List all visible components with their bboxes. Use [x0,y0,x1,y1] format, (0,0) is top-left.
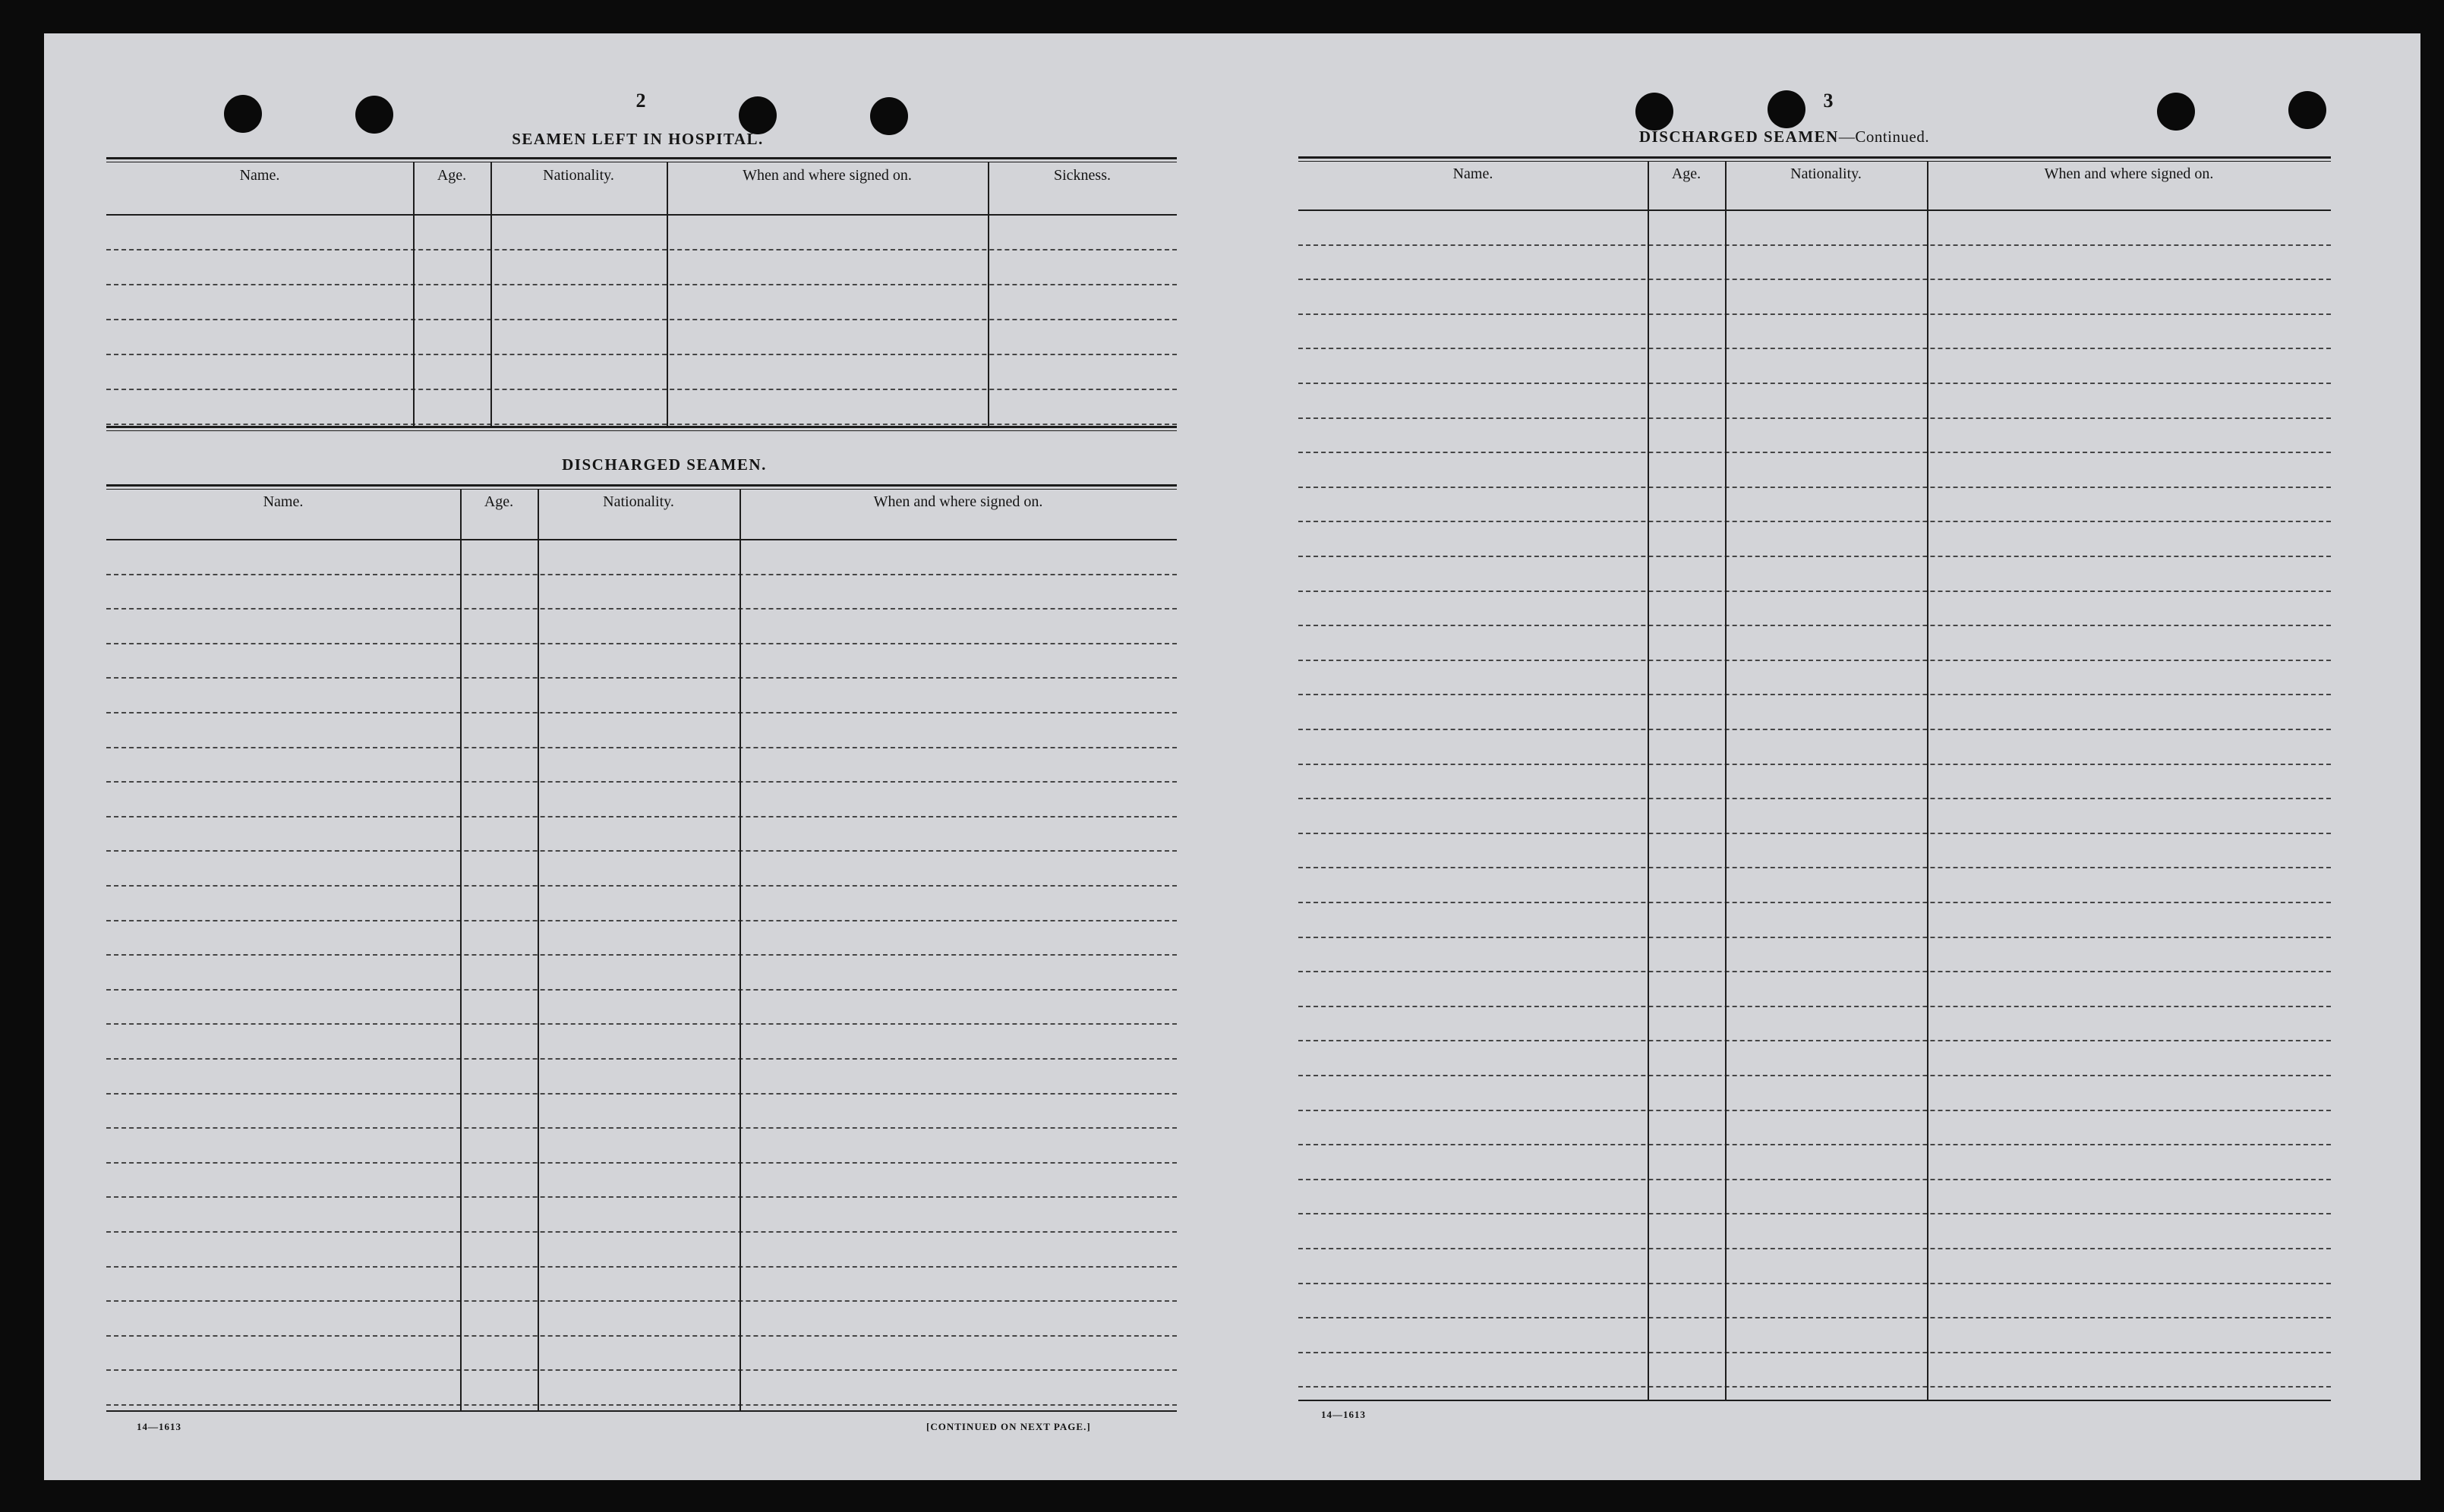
continued-row-rule [1298,1040,2331,1041]
continued-row-rule [1298,902,2331,903]
discharged-row-rule [106,816,1177,817]
hospital-row-rule [106,319,1177,320]
continued-row-rule [1298,660,2331,661]
continued-row-rule [1298,348,2331,349]
punch-hole [739,96,777,134]
discharged-row-rule [106,1127,1177,1129]
continued-header-nationality: Nationality. [1790,165,1862,182]
continued-header-age: Age. [1671,165,1701,182]
discharged-row-rule [106,1093,1177,1095]
discharged-section-title: DISCHARGED SEAMEN. [562,455,767,474]
continued-row-rule [1298,971,2331,972]
hospital-row-rule [106,424,1177,425]
form-number-right: 14—1613 [1321,1409,1366,1420]
discharged-continued-title-suffix: —Continued. [1838,128,1930,146]
discharged-row-rule [106,920,1177,921]
discharged-row-rule [106,1369,1177,1371]
discharged-continued-title [1594,128,1974,146]
discharged-row-rule [106,1196,1177,1198]
continued-row-rule [1298,1317,2331,1318]
discharged-row-rule [106,747,1177,748]
discharged-header-whenandwheresignedon: When and where signed on. [873,493,1043,510]
continued-row-rule [1298,1352,2331,1353]
hospital-row-rule [106,284,1177,285]
discharged-column-rule [538,489,539,1410]
discharged-row-rule [106,712,1177,713]
discharged-row-rule [106,1404,1177,1406]
form-number-left: 14—1613 [137,1421,181,1432]
continued-row-rule [1298,1110,2331,1111]
punch-hole [224,95,262,133]
continued-row-rule [1298,521,2331,522]
continued-row-rule [1298,417,2331,419]
hospital-top-rule [106,157,1177,162]
page-number-left: 2 [635,90,646,112]
punch-hole [2288,91,2326,129]
hospital-header-age: Age. [437,167,467,184]
continued-row-rule [1298,625,2331,626]
discharged-row-rule [106,608,1177,610]
discharged-row-rule [106,954,1177,956]
continued-row-rule [1298,1213,2331,1214]
continued-row-rule [1298,383,2331,384]
continued-row-rule [1298,487,2331,488]
discharged-row-rule [106,1231,1177,1233]
discharged-row-rule [106,1023,1177,1025]
discharged-row-rule [106,643,1177,644]
punch-hole [355,96,393,134]
hospital-section-title: SEAMEN LEFT IN HOSPITAL. [512,130,764,148]
document-sheet [44,33,2420,1480]
continued-row-rule [1298,1006,2331,1007]
discharged-header-rule [106,539,1177,540]
discharged-row-rule [106,574,1177,575]
continued-header-whenandwheresignedon: When and where signed on. [2044,165,2214,182]
hospital-row-rule [106,389,1177,390]
punch-hole [2157,93,2195,131]
discharged-row-rule [106,1335,1177,1337]
continued-row-rule [1298,556,2331,557]
continued-row-rule [1298,313,2331,315]
hospital-header-name: Name. [239,167,280,184]
continued-row-rule [1298,279,2331,280]
continued-row-rule [1298,452,2331,453]
continued-row-rule [1298,1248,2331,1249]
discharged-header-nationality: Nationality. [603,493,674,510]
continued-note: [CONTINUED ON NEXT PAGE.] [926,1421,1091,1432]
page-number-right: 3 [1823,90,1834,112]
continued-row-rule [1298,591,2331,592]
continued-row-rule [1298,1386,2331,1388]
continued-bottom-rule [1298,1400,2331,1401]
hospital-column-rule [667,162,668,428]
hospital-column-rule [413,162,415,428]
hospital-column-rule [490,162,492,428]
hospital-bottom-rule [106,426,1177,431]
discharged-header-name: Name. [263,493,304,510]
discharged-column-rule [460,489,462,1410]
discharged-bottom-rule [106,1410,1177,1412]
hospital-header-rule [106,214,1177,216]
discharged-header-age: Age. [484,493,514,510]
continued-row-rule [1298,798,2331,799]
continued-header-name: Name. [1452,165,1493,182]
continued-row-rule [1298,937,2331,938]
continued-row-rule [1298,244,2331,246]
discharged-continued-title-main: DISCHARGED SEAMEN [1638,128,1839,146]
discharged-row-rule [106,677,1177,679]
continued-column-rule [1927,161,1928,1400]
discharged-row-rule [106,781,1177,783]
continued-row-rule [1298,694,2331,695]
hospital-row-rule [106,354,1177,355]
discharged-row-rule [106,885,1177,887]
continued-row-rule [1298,729,2331,730]
continued-row-rule [1298,764,2331,765]
discharged-row-rule [106,1266,1177,1268]
discharged-top-rule [106,484,1177,490]
continued-top-rule [1298,156,2331,162]
hospital-header-nationality: Nationality. [543,167,614,184]
punch-hole [870,97,908,135]
continued-column-rule [1648,161,1649,1400]
continued-row-rule [1298,867,2331,868]
discharged-row-rule [106,989,1177,991]
continued-row-rule [1298,1075,2331,1076]
discharged-row-rule [106,1300,1177,1302]
hospital-header-whenandwheresignedon: When and where signed on. [743,167,912,184]
continued-row-rule [1298,833,2331,834]
discharged-row-rule [106,1162,1177,1164]
discharged-row-rule [106,850,1177,852]
discharged-row-rule [106,1058,1177,1060]
hospital-column-rule [988,162,989,428]
continued-row-rule [1298,1283,2331,1284]
punch-hole [1635,93,1673,131]
punch-hole [1768,90,1805,128]
continued-header-rule [1298,209,2331,211]
continued-column-rule [1725,161,1727,1400]
continued-row-rule [1298,1179,2331,1180]
continued-row-rule [1298,1144,2331,1145]
discharged-column-rule [740,489,741,1410]
hospital-row-rule [106,249,1177,250]
hospital-header-sickness: Sickness. [1054,167,1111,184]
